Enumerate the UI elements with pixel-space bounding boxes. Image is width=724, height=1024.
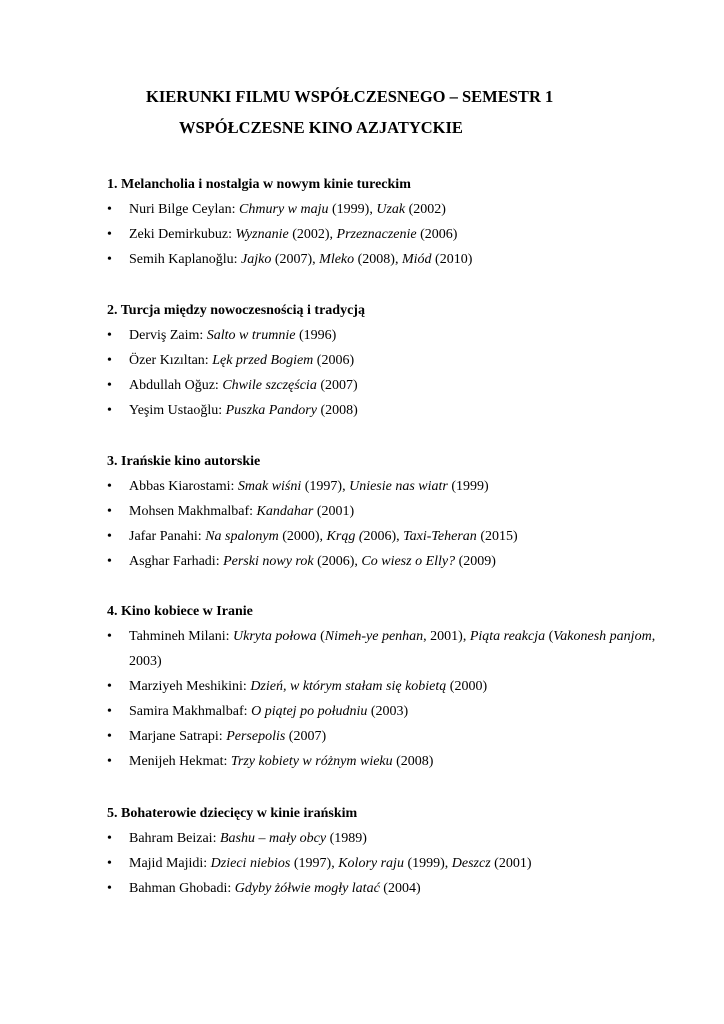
film-title: Przeznaczenie — [336, 227, 417, 242]
film-title: Piąta reakcja — [469, 629, 546, 644]
list-item — [107, 499, 667, 524]
entry-text: (1999), — [328, 202, 377, 217]
entry-text: (1996) — [295, 328, 337, 343]
bullet-icon: • — [107, 679, 112, 694]
entry-text: (1997), — [290, 856, 339, 871]
section-child-heroes — [107, 801, 667, 901]
entry-text: (2001) — [313, 504, 355, 519]
document-subtitle: WSPÓŁCZESNE KINO AZJATYCKIE — [179, 118, 463, 137]
film-entry-text — [129, 328, 336, 343]
film-title: Persepolis — [226, 729, 286, 744]
film-title: Puszka Pandory — [225, 403, 317, 418]
film-entry-text — [129, 554, 496, 569]
film-entry-text — [129, 504, 354, 519]
list-item — [107, 549, 667, 574]
film-entry-text — [129, 247, 667, 272]
film-title: Smak wiśni — [237, 479, 302, 494]
list-item — [107, 699, 667, 724]
film-entry-text — [129, 403, 358, 418]
film-title: Trzy kobiety w różnym wieku — [230, 754, 393, 769]
film-title: Uzak — [376, 202, 406, 217]
bullet-icon: • — [107, 227, 112, 242]
list-item — [107, 524, 667, 549]
entry-text: (2002), — [288, 227, 337, 242]
film-entry-text — [129, 378, 358, 393]
section-title: 5. Bohaterowie dziecięcy w kinie irańskim — [107, 806, 358, 821]
document-title: KIERUNKI FILMU WSPÓŁCZESNEGO – SEMESTR 1 — [146, 87, 554, 106]
bullet-icon: • — [107, 328, 112, 343]
bullet-icon: • — [107, 403, 112, 418]
entry-text: Abbas Kiarostami: — [129, 479, 238, 494]
entry-text: (2001) — [490, 856, 532, 871]
entry-text: Nuri Bilge Ceylan: — [129, 202, 240, 217]
film-title: Kolory raju — [338, 856, 404, 871]
entry-text: Yeşim Ustaoğlu: — [129, 403, 226, 418]
film-entry-text — [129, 524, 667, 549]
entry-text: (2000) — [446, 679, 488, 694]
bullet-icon: • — [107, 729, 112, 744]
film-title: O piątej po południu — [251, 704, 368, 719]
film-title: Na spalonym — [205, 529, 279, 544]
film-entry-text — [129, 729, 326, 744]
section-turkey-tradition — [107, 298, 667, 423]
film-title: Ukryta połowa — [233, 629, 317, 644]
entry-text: (2008) — [316, 403, 358, 418]
film-entry-text — [129, 202, 446, 217]
entry-text: , 2001), — [423, 629, 470, 644]
section-women-cinema — [107, 599, 667, 774]
film-title: Taxi-Teheran — [403, 529, 477, 544]
list-item — [107, 197, 667, 222]
film-entry-text — [129, 831, 367, 846]
entry-text: Mohsen Makhmalbaf: — [129, 504, 257, 519]
entry-text: Bahman Ghobadi: — [129, 881, 235, 896]
entry-text: (2010) — [431, 252, 473, 267]
list-item — [107, 398, 667, 423]
bullet-icon: • — [107, 629, 112, 644]
film-entry-text — [129, 353, 354, 368]
bullet-icon: • — [107, 378, 112, 393]
entry-text: Zeki Demirkubuz: — [129, 227, 236, 242]
list-item — [107, 851, 667, 876]
entry-text: Bahram Beizai: — [129, 831, 220, 846]
film-list — [107, 474, 667, 574]
film-title: Dzieci niebios — [210, 856, 291, 871]
film-title: Bashu – mały obcy — [219, 831, 327, 846]
film-title: Mleko — [319, 252, 355, 267]
entry-text: (2006) — [313, 353, 355, 368]
film-entry-text — [129, 624, 667, 674]
film-title: Krąg ( — [326, 529, 364, 544]
list-item — [107, 826, 667, 851]
film-title: Dzień, w którym stałam się kobietą — [250, 679, 447, 694]
entry-text: (2000), — [278, 529, 327, 544]
film-title: Lęk przed Bogiem — [212, 353, 314, 368]
entry-text: (1997), — [301, 479, 350, 494]
entry-text: Özer Kızıltan: — [129, 353, 213, 368]
entry-text: ( — [316, 629, 325, 644]
film-title: Jajko — [241, 252, 272, 267]
bullet-icon: • — [107, 881, 112, 896]
entry-text: (2003) — [367, 704, 409, 719]
entry-text: Semih Kaplanoğlu: — [129, 252, 241, 267]
film-title: Salto w trumnie — [206, 328, 296, 343]
bullet-icon: • — [107, 856, 112, 871]
film-title: Wyznanie — [235, 227, 289, 242]
bullet-icon: • — [107, 202, 112, 217]
film-list — [107, 323, 667, 423]
section-turkish-melancholy — [107, 172, 667, 272]
entry-text: (2006), — [313, 554, 362, 569]
entry-text: , 2003) — [129, 629, 656, 669]
film-entry-text — [129, 881, 421, 896]
entry-text: 2006), — [363, 529, 404, 544]
film-entry-text — [129, 851, 667, 876]
entry-text: (2008), — [354, 252, 402, 267]
entry-text: (2009) — [455, 554, 496, 569]
entry-text: (2015) — [476, 529, 518, 544]
bullet-icon: • — [107, 353, 112, 368]
list-item — [107, 876, 667, 901]
film-entry-text — [129, 227, 457, 242]
entry-text: Asghar Farhadi: — [129, 554, 224, 569]
film-title: Uniesie nas wiatr — [349, 479, 448, 494]
entry-text: Menijeh Hekmat: — [129, 754, 231, 769]
section-iranian-auteur — [107, 449, 667, 574]
bullet-icon: • — [107, 252, 112, 267]
entry-text: Samira Makhmalbaf: — [129, 704, 252, 719]
entry-text: ( — [545, 629, 554, 644]
film-entry-text — [129, 754, 433, 769]
entry-text: Marjane Satrapi: — [129, 729, 227, 744]
entry-text: (2007), — [271, 252, 320, 267]
entry-text: (1989) — [326, 831, 367, 846]
entry-text: (2004) — [379, 881, 421, 896]
entry-text: (2007) — [316, 378, 358, 393]
film-list — [107, 624, 667, 774]
film-title: Perski nowy rok — [223, 554, 314, 569]
list-item — [107, 323, 667, 348]
film-list — [107, 826, 667, 901]
film-entry-text — [129, 679, 487, 694]
bullet-icon: • — [107, 754, 112, 769]
entry-text: (1999), — [403, 856, 452, 871]
bullet-icon: • — [107, 554, 112, 569]
entry-text: Tahmineh Milani: — [129, 629, 234, 644]
film-title: Deszcz — [451, 856, 491, 871]
list-item — [107, 749, 667, 774]
film-title: Gdyby żółwie mogły latać — [234, 881, 380, 896]
film-title: Kandahar — [256, 504, 314, 519]
list-item — [107, 373, 667, 398]
bullet-icon: • — [107, 504, 112, 519]
bullet-icon: • — [107, 529, 112, 544]
entry-text: (2006) — [416, 227, 458, 242]
list-item — [107, 674, 667, 699]
film-list — [107, 197, 667, 272]
film-title: Co wiesz o Elly? — [361, 554, 456, 569]
section-title: 1. Melancholia i nostalgia w nowym kinie tureckim — [107, 177, 411, 192]
bullet-icon: • — [107, 704, 112, 719]
entry-text: (2002) — [405, 202, 446, 217]
film-title: Chwile szczęścia — [222, 378, 317, 393]
film-title: Vakonesh panjom — [553, 629, 652, 644]
entry-text: Marziyeh Meshikini: — [129, 679, 251, 694]
bullet-icon: • — [107, 831, 112, 846]
list-item — [107, 222, 667, 247]
entry-text: Abdullah Oğuz: — [129, 378, 223, 393]
list-item — [107, 348, 667, 373]
section-title: 2. Turcja między nowoczesnością i tradycją — [107, 303, 365, 318]
list-item — [107, 724, 667, 749]
entry-text: (1999) — [447, 479, 489, 494]
list-item — [107, 247, 667, 272]
list-item — [107, 474, 667, 499]
film-title: Nimeh-ye penhan — [324, 629, 424, 644]
film-title: Miód — [401, 252, 432, 267]
film-entry-text — [129, 704, 408, 719]
list-item — [107, 624, 667, 674]
entry-text: (2008) — [392, 754, 434, 769]
entry-text: Jafar Panahi: — [129, 529, 206, 544]
entry-text: Majid Majidi: — [129, 856, 211, 871]
entry-text: Derviş Zaim: — [129, 328, 207, 343]
section-title: 3. Irańskie kino autorskie — [107, 454, 261, 469]
film-entry-text — [129, 479, 489, 494]
bullet-icon: • — [107, 479, 112, 494]
film-title: Chmury w maju — [239, 202, 329, 217]
section-title: 4. Kino kobiece w Iranie — [107, 604, 253, 619]
entry-text: (2007) — [285, 729, 327, 744]
